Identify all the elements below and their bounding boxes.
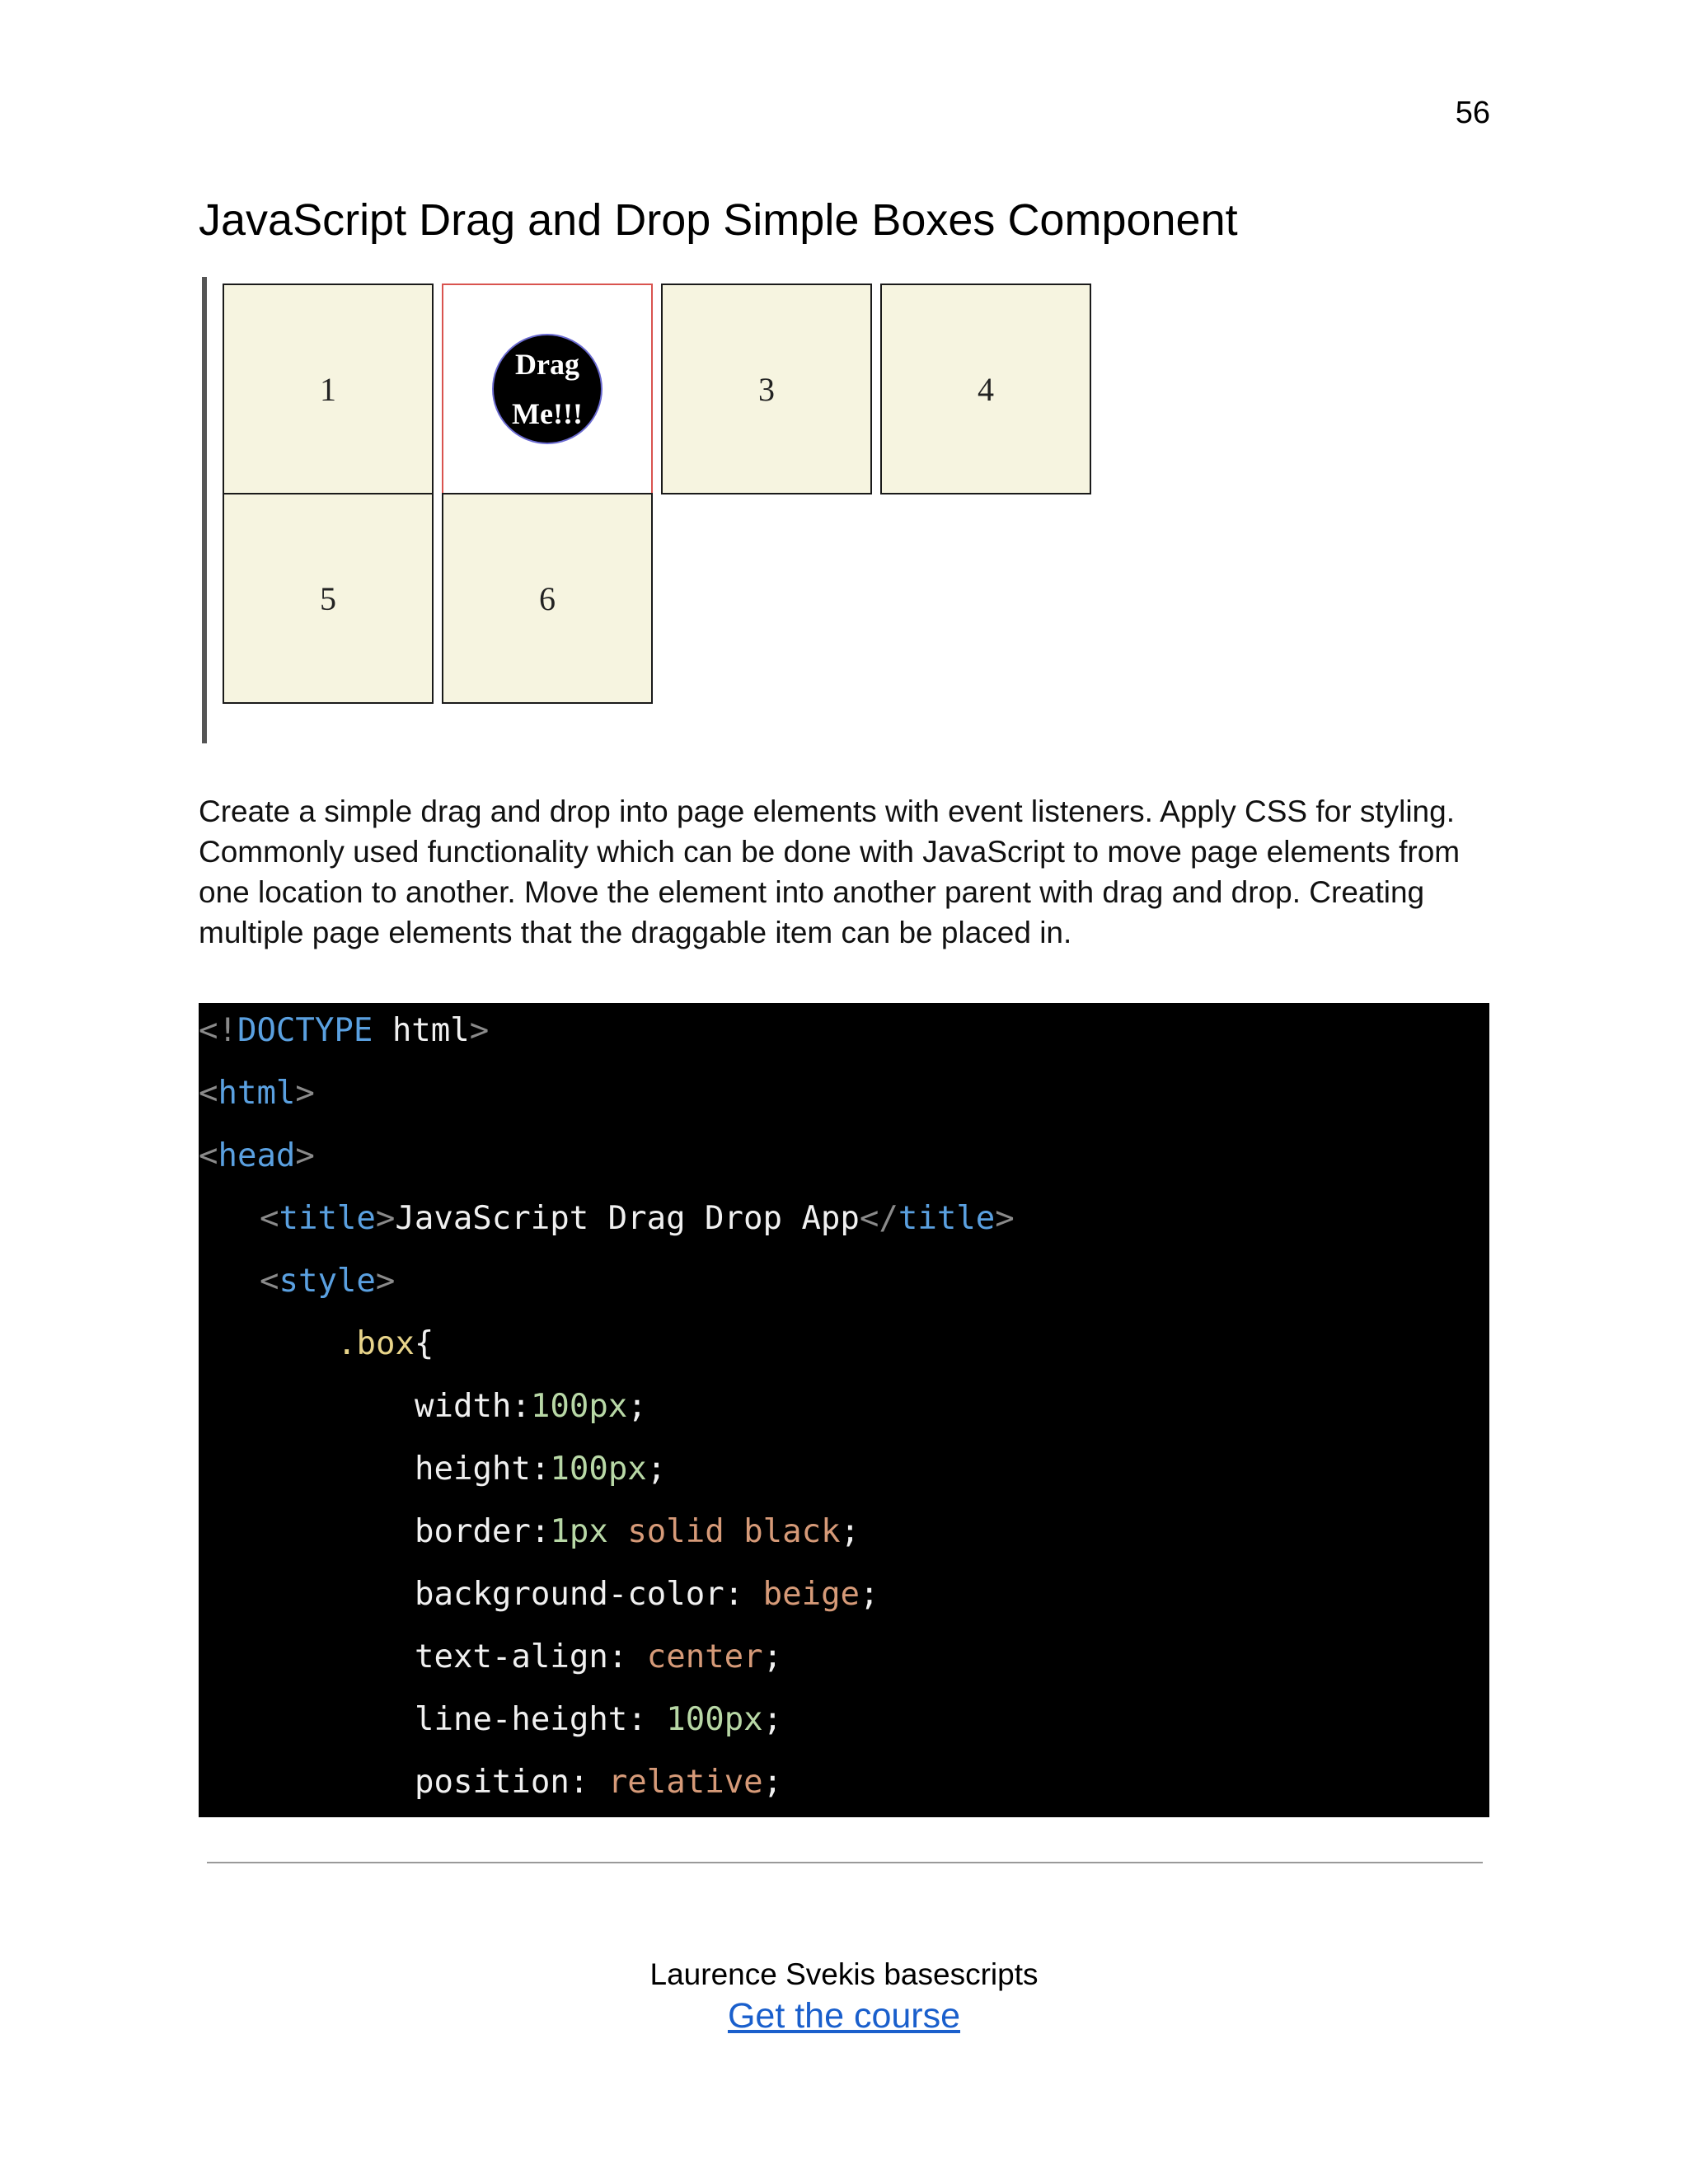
code-token: JavaScript Drag Drop App: [395, 1200, 860, 1237]
code-token: {: [414, 1325, 434, 1362]
code-token: style: [279, 1263, 376, 1300]
drop-box-label: 5: [320, 579, 336, 617]
code-line: [199, 1319, 1489, 1382]
code-token: >: [295, 1075, 315, 1112]
code-line: [199, 1069, 1489, 1132]
code-token: ;: [860, 1576, 879, 1613]
code-line: [199, 1006, 1489, 1069]
drop-box-label: 4: [978, 370, 994, 408]
code-token: >: [375, 1263, 396, 1300]
code-token: html: [373, 1012, 470, 1049]
code-line: [199, 1570, 1489, 1633]
code-token: 100px: [530, 1388, 628, 1425]
get-course-link[interactable]: Get the course: [727, 1996, 961, 2036]
drop-box-1[interactable]: [223, 284, 434, 494]
page-title: JavaScript Drag and Drop Simple Boxes Component: [199, 195, 1238, 245]
code-token: relative: [607, 1764, 763, 1801]
code-token: border:: [415, 1513, 551, 1550]
code-token: [724, 1513, 743, 1550]
code-token: ;: [840, 1513, 860, 1550]
footer-divider: [207, 1862, 1483, 1863]
code-line: [199, 1257, 1489, 1319]
code-token: >: [469, 1012, 490, 1049]
code-token: <: [260, 1263, 279, 1300]
code-line: [199, 1507, 1489, 1570]
code-token: </: [859, 1200, 898, 1237]
code-line: [199, 1382, 1489, 1445]
page-number: 56: [1455, 96, 1490, 130]
drag-item-line1: Drag: [515, 348, 579, 381]
code-token: center: [646, 1638, 763, 1675]
code-token: ;: [627, 1388, 647, 1425]
code-token: >: [995, 1200, 1015, 1237]
drop-box-5[interactable]: [223, 493, 434, 704]
code-line: [199, 1194, 1489, 1257]
description-paragraph: Create a simple drag and drop into page elements with event listeners. Apply CSS for styling. Commonly used functionality which can be done with JavaScript to move page elements from one location to another. Move the element into another parent with drag and drop. Creating multiple page elements that the draggable item can be placed in.: [199, 794, 1461, 949]
code-token: <: [260, 1200, 279, 1237]
drop-box-label: 3: [758, 370, 775, 408]
footer-author: Laurence Svekis basescripts: [649, 1957, 1039, 1991]
code-token: height:: [415, 1451, 551, 1488]
code-token: black: [743, 1513, 841, 1550]
drop-box-label: 6: [539, 579, 556, 617]
drag-me-item[interactable]: [492, 334, 603, 444]
code-token: text-align:: [415, 1638, 647, 1675]
code-token: ;: [762, 1701, 783, 1738]
code-token: >: [295, 1137, 315, 1174]
code-token: [608, 1513, 627, 1550]
code-token: ;: [762, 1638, 783, 1675]
code-token: 100px: [666, 1701, 763, 1738]
drop-box-2[interactable]: [442, 284, 653, 494]
code-token: <!: [199, 1012, 237, 1049]
code-token: DOCTYPE: [237, 1012, 373, 1049]
code-line: [199, 1633, 1489, 1695]
code-token: ;: [646, 1451, 667, 1488]
code-line: [199, 1695, 1489, 1758]
code-line: [199, 1445, 1489, 1507]
demo-left-bar: [202, 277, 207, 743]
drop-box-3[interactable]: [661, 284, 872, 494]
code-token: background-color:: [415, 1576, 763, 1613]
code-line: [199, 1758, 1489, 1821]
code-token: <: [199, 1075, 218, 1112]
drag-drop-demo-figure: [199, 277, 1105, 743]
code-block: [199, 1003, 1489, 1817]
code-token: html: [218, 1075, 296, 1112]
drag-item-line2: Me!!!: [512, 397, 583, 430]
code-token: head: [218, 1137, 296, 1174]
code-token: solid: [627, 1513, 724, 1550]
code-token: line-height:: [415, 1701, 667, 1738]
code-token: 100px: [550, 1451, 647, 1488]
code-token: title: [898, 1200, 996, 1237]
drop-box-label: 1: [320, 370, 336, 408]
code-token: width:: [415, 1388, 531, 1425]
code-token: <: [199, 1137, 218, 1174]
code-token: position:: [415, 1764, 608, 1801]
code-token: .box: [337, 1325, 415, 1362]
code-line: [199, 1132, 1489, 1194]
code-token: >: [375, 1200, 396, 1237]
code-token: 1px: [550, 1513, 608, 1550]
code-token: title: [279, 1200, 376, 1237]
code-token: beige: [762, 1576, 860, 1613]
drop-box-6[interactable]: [442, 493, 653, 704]
code-token: ;: [762, 1764, 783, 1801]
drop-box-4[interactable]: [880, 284, 1091, 494]
